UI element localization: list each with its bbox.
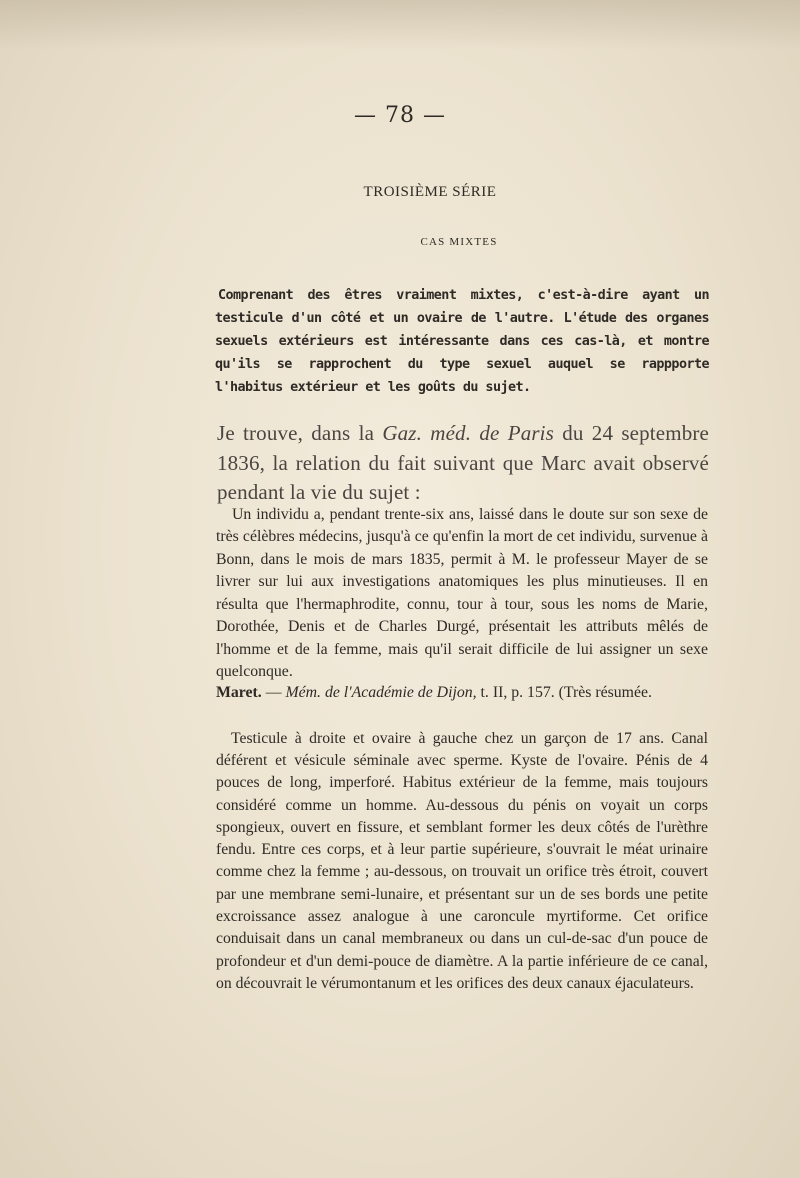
page-number: — 78 — [354, 103, 446, 128]
intro-text-after: du 24 septembre 1836, la relation du fait suivant que Marc avait observé pendant la vie du sujet : [217, 421, 709, 504]
reference-dash: — [261, 684, 286, 701]
intro-text-before: Je trouve, dans la [217, 421, 383, 445]
case-description-paragraph: Testicule à droite et ovaire à gauche chez un garçon de 17 ans. Canal déférent et vésicule séminale avec sperme. Kyste de l'ovaire. Pénis de 4 pouces de long, imperforé. Habitus extérieur de la femme, mais toujours considéré comme un homme. Au-dessous du pénis on voyait un corps spongieux, ouvert en fissure, et semblant former les deux côtés de l'urèthre fendu. Entre ces corps, et à leur partie supérieure, s'ouvrait le méat urinaire comme chez la femme ; au-dessous, on trouvait un orifice très étroit, couvert par une membrane semi-lunaire, et présentant sur un de ses bords une petite excroissance assez analogue à une caroncule myrtiforme. Cet orifice conduisait dans un canal membraneux ou dans un cul-de-sac d'un pouce de profondeur et d'un demi-pouce de diamètre. A la partie inférieure de ce canal, on découvrait le vérumontanum et les orifices des deux canaux éjaculateurs. [216, 729, 708, 992]
series-title: TROISIÈME SÉRIE [363, 184, 497, 200]
reference-details: t. II, p. 157. (Très résumée. [476, 684, 652, 701]
journal-title: Gaz. méd. de Paris [382, 421, 554, 445]
section-subtitle: CAS MIXTES [420, 236, 498, 248]
intro-paragraph [217, 419, 709, 508]
reference-line [216, 682, 710, 704]
quoted-case-paragraph: Un individu a, pendant trente-six ans, laissé dans le doute sur son sexe de très célèbres médecins, jusqu'à ce qu'enfin la mort de cet individu, survenue à Bonn, dans le mois de mars 1835, permit à M. le professeur Mayer de se livrer sur lui aux investigations anatomiques les plus minutieuses. Il en résulta que l'hermaphrodite, connu, tour à tour, sous les noms de Marie, Dorothée, Denis et de Charles Durgé, présentait les attributs mêlés de l'homme et de la femme, mais qu'il serait difficile de lui assigner un sexe quelconque. [216, 505, 708, 681]
reference-work: Mém. de l'Académie de Dijon, [285, 684, 477, 701]
reference-author: Maret. [216, 684, 262, 701]
section-summary: Comprenant des êtres vraiment mixtes, c'est-à-dire ayant un testicule d'un côté et un ovaire de l'autre. L'étude des organes sexuels extérieurs est intéressante dans ces cas-là, et montre qu'ils se rapprochent du type sexuel auquel se rappporte l'habitus extérieur et les goûts du sujet. [215, 288, 709, 395]
